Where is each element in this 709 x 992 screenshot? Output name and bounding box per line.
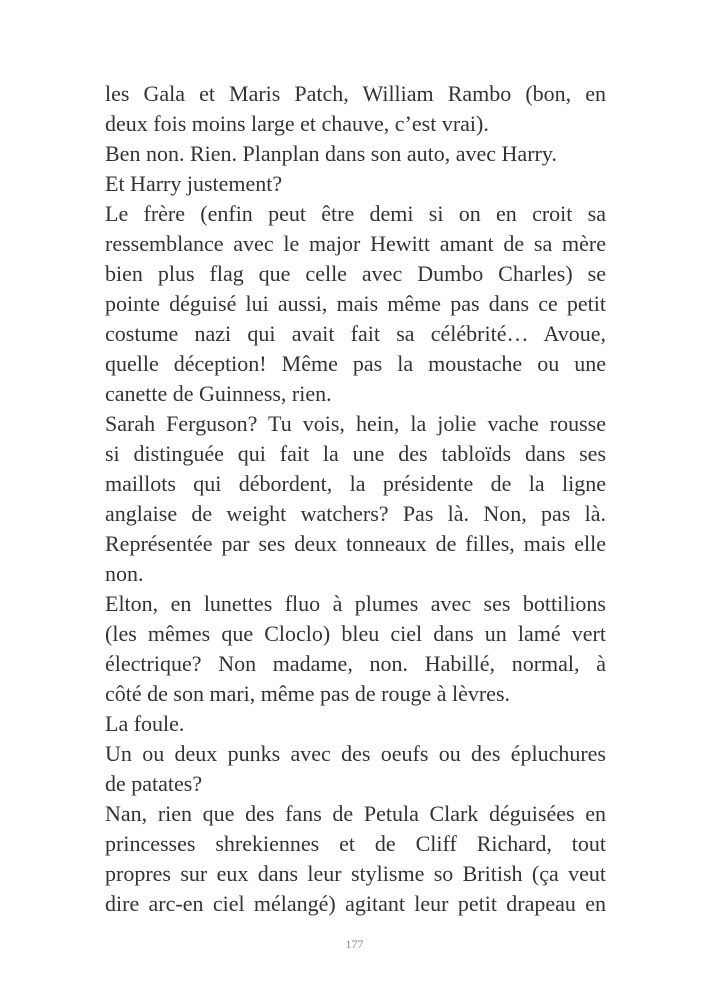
text-line: propres sur eux dans leur stylisme so British (ça veut xyxy=(105,861,606,886)
text-line: La foule. xyxy=(105,711,185,736)
text-line: si distinguée qui fait la une des tabloïds dans ses xyxy=(105,441,606,466)
text-line: princesses shrekiennes et de Cliff Richard, tout xyxy=(105,831,606,856)
text-line: (les mêmes que Cloclo) bleu ciel dans un lamé vert xyxy=(105,621,606,646)
text-line: Et Harry justement? xyxy=(105,171,283,196)
text-line: pointe déguisé lui aussi, mais même pas dans ce petit xyxy=(105,291,606,316)
text-line: bien plus flag que celle avec Dumbo Charles) se xyxy=(105,261,606,286)
text-line: deux fois moins large et chauve, c’est vrai). xyxy=(105,111,489,136)
page-number: 177 xyxy=(345,937,364,951)
text-line: électrique? Non madame, non. Habillé, normal, à xyxy=(105,651,606,676)
page-text-block xyxy=(105,79,606,919)
text-line: Ben non. Rien. Planplan dans son auto, avec Harry. xyxy=(105,141,557,166)
text-line: maillots qui débordent, la présidente de la ligne xyxy=(105,471,606,496)
text-line: Sarah Ferguson? Tu vois, hein, la jolie vache rousse xyxy=(105,411,606,436)
text-line: Nan, rien que des fans de Petula Clark déguisées en xyxy=(105,801,606,826)
text-line: Le frère (enfin peut être demi si on en croit sa xyxy=(105,201,606,226)
text-line: canette de Guinness, rien. xyxy=(105,381,332,406)
text-line: côté de son mari, même pas de rouge à lèvres. xyxy=(105,681,511,706)
text-line: quelle déception! Même pas la moustache ou une xyxy=(105,351,606,376)
text-line: de patates? xyxy=(105,771,203,796)
text-line: anglaise de weight watchers? Pas là. Non, pas là. xyxy=(105,501,606,526)
text-line: ressemblance avec le major Hewitt amant de sa mère xyxy=(105,231,606,256)
text-line: les Gala et Maris Patch, William Rambo (bon, en xyxy=(105,81,606,106)
text-line: costume nazi qui avait fait sa célébrité… Avoue, xyxy=(105,321,606,346)
text-line: dire arc-en ciel mélangé) agitant leur petit drapeau en xyxy=(105,891,606,916)
text-line: Représentée par ses deux tonneaux de filles, mais elle xyxy=(105,531,606,556)
text-line: non. xyxy=(105,561,144,586)
text-line: Un ou deux punks avec des oeufs ou des épluchures xyxy=(105,741,606,766)
text-line: Elton, en lunettes fluo à plumes avec ses bottilions xyxy=(105,591,606,616)
